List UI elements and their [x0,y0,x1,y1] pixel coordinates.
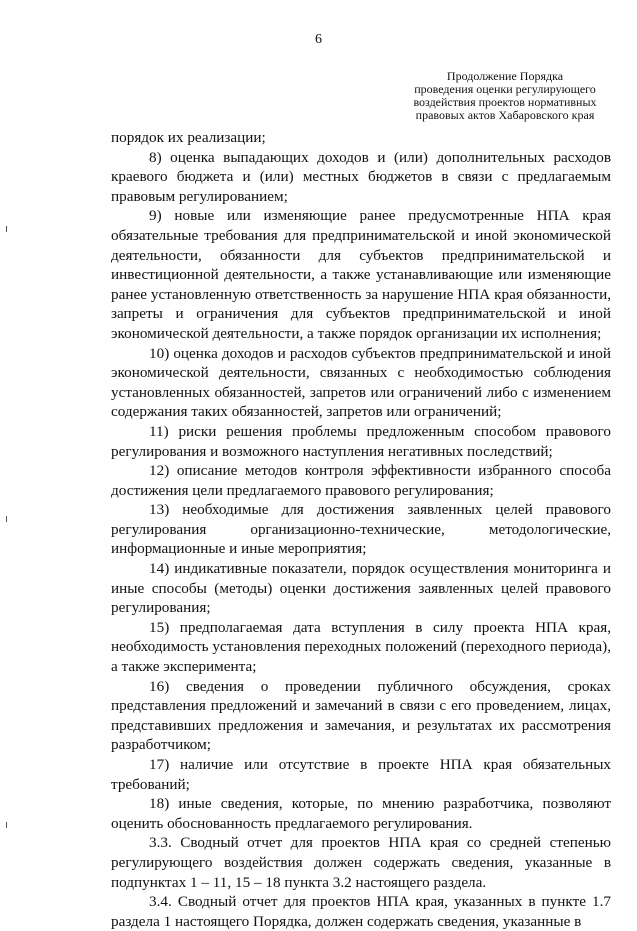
margin-mark [6,226,7,232]
continuation-header [400,70,610,122]
paragraph: порядок их реализации; [111,129,266,146]
continuation-header-line: воздействия проектов нормативных [413,95,597,109]
continuation-header-line: правовых актов Хабаровского края [415,108,595,122]
paragraph: 17) наличие или отсутствие в проекте НПА края обязательных требований; [111,756,611,793]
continuation-header-line: проведения оценки регулирующего [414,82,596,96]
paragraph: 3.3. Сводный отчет для проектов НПА края со средней степенью регулирующего воздействия должен содержать сведения, указанные в подпунктах 1 – 11, 15 – 18 пункта 3.2 настоящего раздела. [111,834,611,891]
paragraph: 3.4. Сводный отчет для проектов НПА края, указанных в пункте 1.7 раздела 1 настоящего Порядка, должен содержать сведения, указанные в [111,893,611,930]
paragraph: 11) риски решения проблемы предложенным способом правового регулирования и возможного наступления негативных последствий; [111,422,611,460]
paragraph: 10) оценка доходов и расходов субъектов предпринимательской и иной экономической деятельности, связанных с необходимостью соблюдения установленных обязанностей, запретов или ограничений либо с изменением содержания таких обязанностей, запретов или ограничений; [111,344,611,421]
page-number: 6 [315,32,322,47]
paragraph: 9) новые или изменяющие ранее предусмотренные НПА края обязательные требования для предпринимательской и иной экономической деятельности, обязанности для субъектов предпринимательской и инвестиционной деятельности, а также устанавливающие или изменяющие ранее установленную ответственность за нарушение НПА края обязанности, запреты и ограничения для субъектов предпринимательской и иной экономической деятельности, а также порядок организации их исполнения; [111,207,611,342]
document-body [111,128,611,931]
continuation-header-line: Продолжение Порядка [446,69,564,83]
paragraph: 8) оценка выпадающих доходов и (или) дополнительных расходов краевого бюджета и (или) местных бюджетов в связи с предлагаемым правовым регулированием; [111,148,611,205]
paragraph: 15) предполагаемая дата вступления в силу проекта НПА края, необходимость установления переходных положений (переходного периода), а также эксперимента; [111,618,611,676]
paragraph: 13) необходимые для достижения заявленных целей правового регулирования организационно-технические, методологические, информационные и иные мероприятия; [111,501,611,558]
paragraph: 12) описание методов контроля эффективности избранного способа достижения цели предлагаемого правового регулирования; [111,462,611,499]
paragraph: 14) индикативные показатели, порядок осуществления мониторинга и иные способы (методы) оценки достижения заявленных целей правового регулирования; [111,560,611,617]
margin-mark [6,822,7,828]
paragraph: 18) иные сведения, которые, по мнению разработчика, позволяют оценить обоснованность предлагаемого регулирования. [111,795,611,832]
paragraph: 16) сведения о проведении публичного обсуждения, сроках представления предложений и замечаний в связи с его проведением, лицах, представивших предложения и замечания, и результатах их рассмотрения разработчиком; [111,677,611,754]
margin-mark [6,516,7,522]
